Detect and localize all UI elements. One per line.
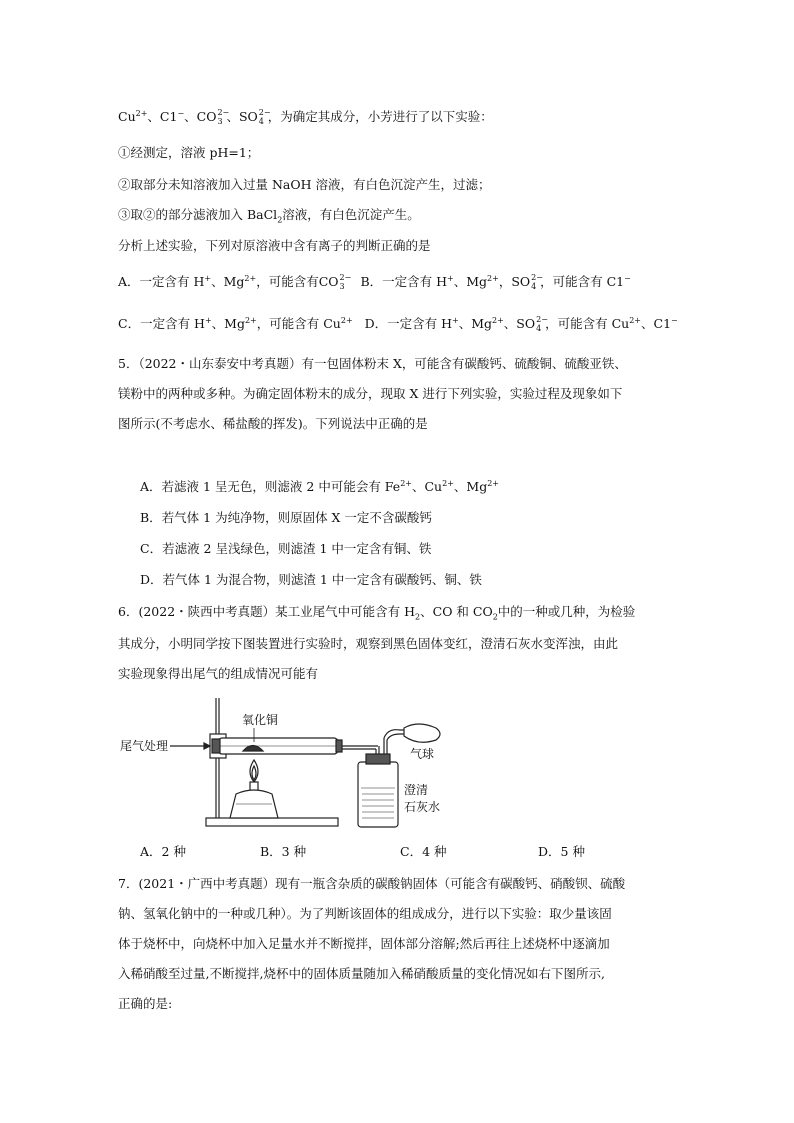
q5-line-2: 镁粉中的两种或多种。为确定固体粉末的成分，现取 X 进行下列实验，实验过程及现象如下 xyxy=(118,386,623,401)
option-b[interactable]: B．一定含有 H+、$Mg^{2+}$，SO 2− 4 ，可能含有 C1− xyxy=(360,272,631,291)
q5-option-b[interactable]: B．若气体 1 为纯净物，则原固体 X 一定不含碳酸钙 xyxy=(140,510,432,525)
q6-options xyxy=(140,844,585,860)
q6-option-c[interactable]: C．4 种 xyxy=(400,844,447,859)
q6-line-3: 实验现象得出尾气的组成情况可能有 xyxy=(118,666,319,681)
balloon xyxy=(404,724,440,742)
q7-line-3: 体于烧杯中，向烧杯中加入足量水并不断搅拌，固体部分溶解;然后再往上述烧杯中逐滴加 xyxy=(118,936,610,951)
question-stem: 分析上述实验，下列对原溶液中含有离子的判断正确的是 xyxy=(118,238,431,253)
q5-option-c[interactable]: C．若滤液 2 呈浅绿色，则滤渣 1 中一定含有铜、铁 xyxy=(140,541,432,556)
q7-line-2: 钠、氢氧化钠中的一种或几种）。为了判断该固体的组成成分，进行以下实验：取少量该固 xyxy=(118,906,612,921)
option-d[interactable]: D．一定含有 H+、$Mg^{2+}$、SO 2− 4 ，可能含有 $Cu^{2+}$、C1− xyxy=(364,314,678,333)
option-a[interactable]: A．一定含有 H+、$Mg^{2+}$，可能含有CO 2− 3 xyxy=(118,272,352,291)
q5-line-1: 5．（2022・山东泰安中考真题）有一包固体粉末 X，可能含有碳酸钙、硫酸铜、硫酸亚铁、 xyxy=(118,356,627,371)
label-limewater-1: 澄清 xyxy=(404,783,429,797)
label-copper-oxide: 氧化铜 xyxy=(242,713,279,727)
q5-option-a[interactable]: A．若滤液 1 呈无色，则滤液 2 中可能会有 $Fe^{2+}$、$Cu^{2+}$、$Mg^{2+}$ xyxy=(140,478,500,494)
option-a-b[interactable] xyxy=(118,274,631,290)
q5-line-3: 图所示(不考虑水、稀盐酸的挥发)。下列说法中正确的是 xyxy=(118,416,428,431)
q5-option-d[interactable]: D．若气体 1 为混合物，则滤渣 1 中一定含有碳酸钙、铜、铁 xyxy=(140,572,482,587)
label-balloon: 气球 xyxy=(410,747,435,761)
step-2: ②取部分未知溶液加入过量 NaOH 溶液，有白色沉淀产生，过滤； xyxy=(118,177,491,192)
q7-line-4: 入稀硝酸至过量,不断搅拌,烧杯中的固体质量随加入稀硝酸质量的变化情况如右下图所示, xyxy=(118,966,605,981)
stand-base xyxy=(206,818,338,826)
step-1: ①经测定，溶液 pH=1； xyxy=(118,145,260,160)
apparatus-figure xyxy=(118,690,458,835)
q6-line-1: 6．(2022・陕西中考真题）某工业尾气中可能含有 $H_2$、CO 和 $CO_2$中的一种或几种，为检验 xyxy=(118,604,636,622)
q7-line-5: 正确的是: xyxy=(118,996,173,1011)
ion-line: $Cu^{2+}$、C1−、CO 2− 3 、SO 2− 4 ，为确定其成分，小芳进行了以下实验： xyxy=(118,107,493,126)
q6-line-2: 其成分，小明同学按下图装置进行实验时，观察到黑色固体变红，澄清石灰水变浑浊，由此 xyxy=(118,636,619,651)
q7-line-1: 7．(2021・广西中考真题）现有一瓶含杂质的碳酸钠固体（可能含有碳酸钙、硝酸钡、硫酸 xyxy=(118,876,626,891)
q6-option-a[interactable]: A．2 种 xyxy=(140,844,186,859)
limewater-bottle xyxy=(358,762,398,827)
q6-option-b[interactable]: B．3 种 xyxy=(260,844,307,859)
option-c-d[interactable] xyxy=(118,316,678,332)
label-exhaust: 尾气处理 xyxy=(120,739,169,753)
step-3: ③取②的部分滤液加入 BaCl$_2$溶液，有白色沉淀产生。 xyxy=(118,207,420,225)
option-c[interactable]: C．一定含有 H+、$Mg^{2+}$，可能含有 $Cu^{2+}$ xyxy=(118,315,353,331)
label-limewater-2: 石灰水 xyxy=(404,800,441,814)
q6-option-d[interactable]: D．5 种 xyxy=(538,844,585,859)
